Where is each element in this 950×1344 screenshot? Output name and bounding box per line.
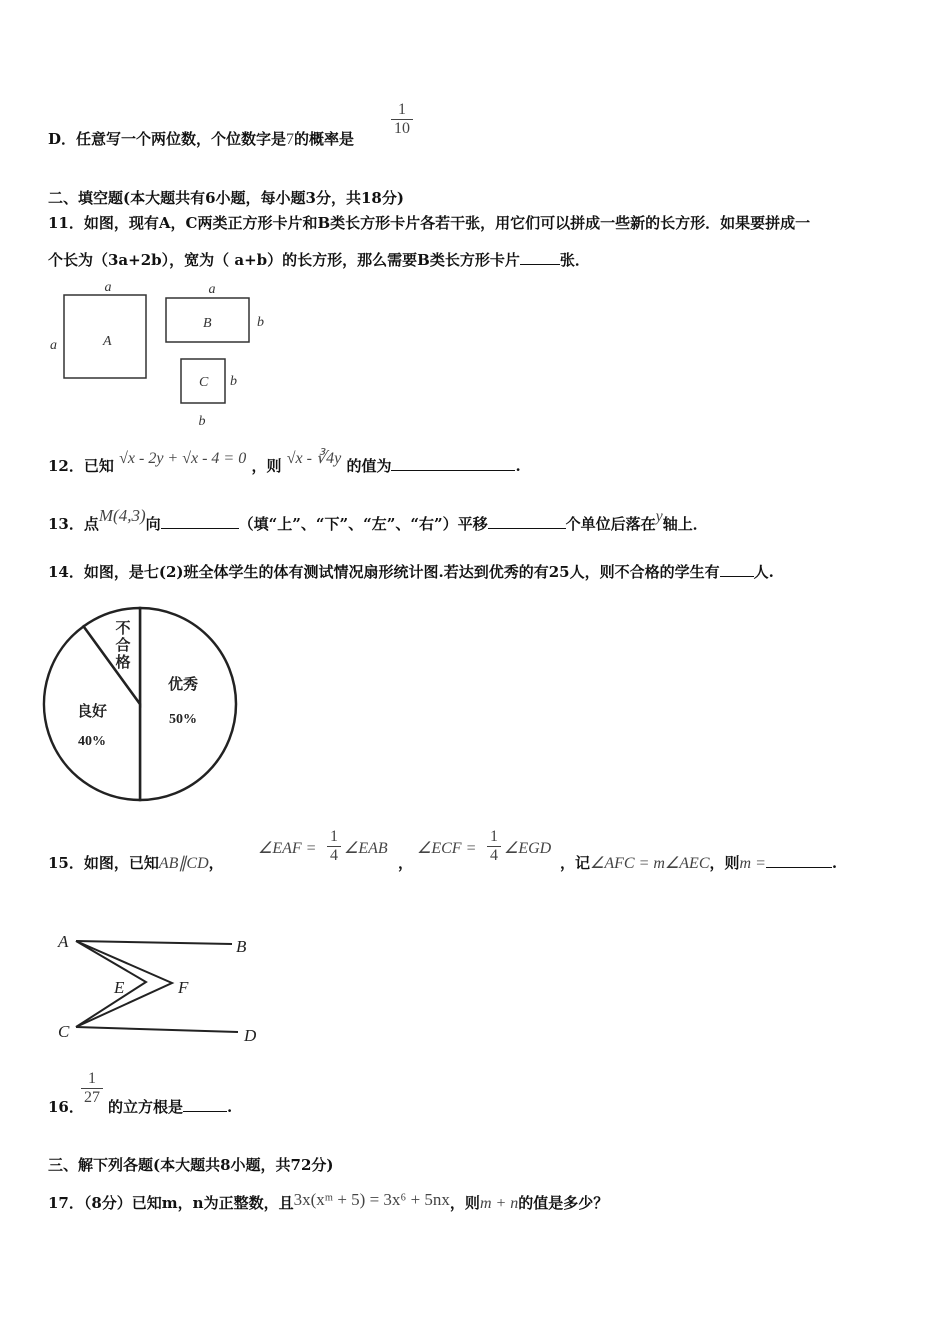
q13-point: M(4,3)	[98, 506, 146, 525]
option-d-label: D．	[48, 130, 77, 148]
q14-answer-blank[interactable]	[720, 562, 754, 577]
q17: 17．（8分）已知m，n为正整数，且3x(xᵐ + 5) = 3x⁶ + 5nx，则m + n的值是多少？	[48, 1190, 609, 1212]
card-a-name: A	[103, 334, 112, 349]
q13-units-blank[interactable]	[488, 514, 566, 529]
q15-eq2: ∠ECF =	[417, 840, 477, 857]
pie-label-fail-2: 合	[115, 638, 131, 654]
card-c-side-label: b	[230, 374, 237, 389]
q11-line2: 个长为（3a+2b），宽为（ a+b）的长方形，那么需要B类长方形卡片 张．	[48, 251, 590, 269]
q17-equation: 3x(xᵐ + 5) = 3x⁶ + 5nx	[293, 1190, 450, 1209]
q15-eq1: ∠EAF =	[258, 840, 317, 857]
q15-answer-blank[interactable]	[766, 853, 832, 868]
pie-value-excellent: 50%	[169, 712, 197, 727]
q14-pie-chart	[40, 604, 245, 809]
q16-answer-blank[interactable]	[183, 1097, 227, 1112]
q12: 12．已知 √x - 2y + √x - 4 = 0 ，则 √x - ∛4y 的值为 .	[48, 450, 521, 475]
point-a: A	[58, 932, 69, 951]
q13-direction-blank[interactable]	[161, 514, 239, 529]
q12-expression: √x - ∛4y	[286, 450, 342, 467]
q15-fraction-2: 1 4	[487, 828, 501, 865]
pie-label-excellent: 优秀	[167, 677, 199, 693]
q11-card-figure	[45, 278, 285, 430]
section-3-heading: 三、解下列各题(本大题共8小题，共72分)	[48, 1156, 334, 1174]
point-b: B	[236, 937, 247, 956]
card-a-top-label: a	[104, 280, 112, 295]
pie-value-good: 40%	[78, 734, 106, 749]
card-c-bottom-label: b	[198, 414, 206, 429]
q11-line1: 11．如图，现有A，C两类正方形卡片和B类长方形卡片各若干张，用它们可以拼成一些新的长方形．如果要拼成一	[48, 214, 811, 232]
pie-label-fail-3: 格	[115, 655, 131, 671]
q13: 13．点M(4,3)向 （填“上”、“下”、“左”、“右”）平移 个单位后落在y轴上．	[48, 506, 708, 533]
q12-answer-blank[interactable]	[391, 456, 515, 471]
card-b-side-label: b	[257, 315, 264, 330]
card-b-name: B	[203, 316, 212, 331]
q15-fraction-1: 1 4	[327, 828, 341, 865]
q15-geometry-figure	[50, 925, 270, 1050]
pie-slices	[44, 608, 236, 800]
point-e: E	[114, 978, 125, 997]
option-d-fraction: 1 10	[391, 101, 413, 138]
point-c: C	[58, 1022, 70, 1041]
card-a-side-label: a	[50, 338, 57, 353]
q12-equation: √x - 2y + √x - 4 = 0	[119, 450, 247, 467]
q16-fraction: 1 27	[81, 1070, 103, 1107]
pie-slice-excellent	[140, 608, 236, 800]
q15: 15．如图，已知AB∥CD，	[48, 854, 224, 872]
point-d: D	[244, 1026, 257, 1045]
pie-label-good: 良好	[76, 704, 108, 720]
q11-answer-blank[interactable]	[520, 250, 560, 265]
q16: 的立方根是 .	[108, 1098, 233, 1116]
option-d: D．任意写一个两位数，个位数字是7的概率是	[48, 130, 355, 148]
pie-label-fail-1: 不	[115, 621, 131, 637]
card-b-top-label: a	[208, 282, 216, 297]
section-2-heading: 二、填空题(本大题共有6小题，每小题3分，共18分)	[48, 189, 404, 207]
point-f: F	[178, 978, 189, 997]
q14: 14．如图，是七(2)班全体学生的体有测试情况扇形统计图.若达到优秀的有25人，则不合格的学生有 人.	[48, 563, 774, 581]
card-c-name: C	[199, 375, 209, 390]
